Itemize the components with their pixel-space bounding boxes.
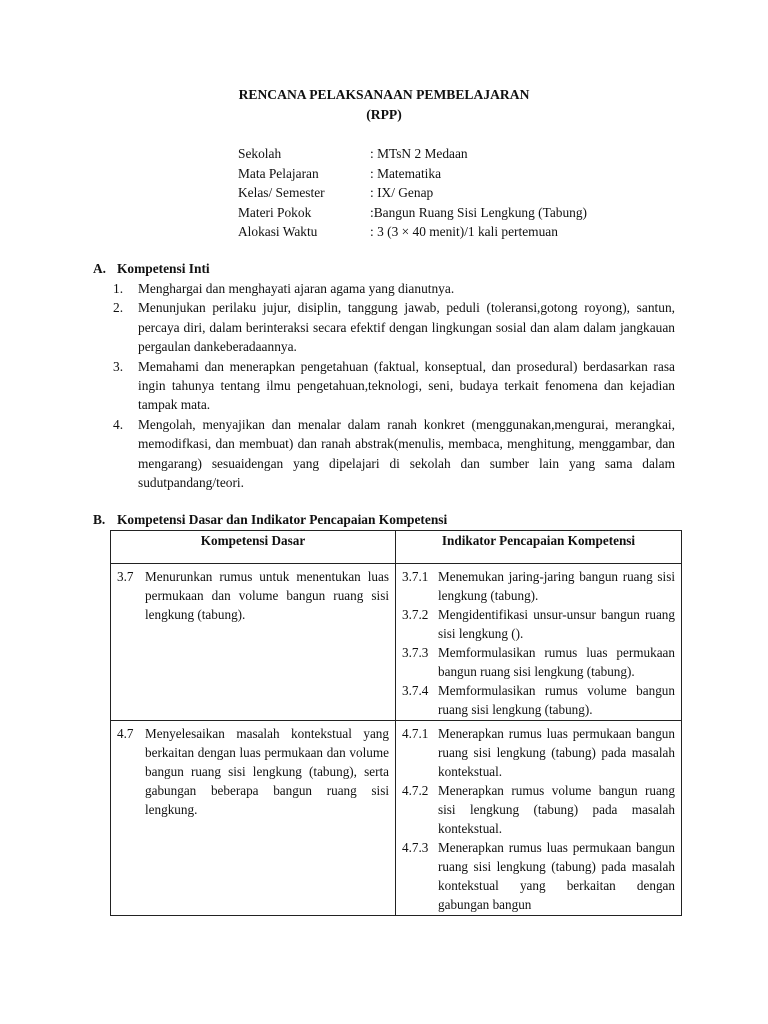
list-item [113,415,675,493]
info-label: Sekolah [238,146,282,161]
list-item [113,298,675,356]
column-header: Indikator Pencapaian Kompetensi [396,531,682,564]
table-row [111,721,682,916]
indicator-item [402,838,675,914]
indicator-text: Menerapkan rumus luas permukaan bangun ruang sisi lengkung (tabung) pada masalah kontekstual. [438,726,675,779]
indicator-code: 3.7.1 [402,569,429,584]
kd-item [117,724,389,819]
kompetensi-inti-list [113,279,675,492]
indicator-code: 4.7.3 [402,840,429,855]
info-value: : MTsN 2 Medaan [370,146,468,161]
indicator-cell [396,564,682,721]
indicator-text: Mengidentifikasi unsur-unsur bangun ruang sisi lengkung (). [438,607,675,641]
table-header-row [111,531,682,564]
kd-code: 3.7 [117,569,134,584]
info-value: :Bangun Ruang Sisi Lengkung (Tabung) [370,204,588,220]
list-number: 2. [113,300,124,316]
section-b-heading [93,512,447,528]
list-text: Memahami dan menerapkan pengetahuan (faktual, konseptual, dan prosedural) berdasarkan rasa ingin tahunya tentang ilmu pengetahuan,teknologi, seni, budaya terkait fenomena dan kejadian tampak mata. [138,358,675,413]
table-row [111,564,682,721]
indicator-item [402,605,675,643]
indicator-code: 3.7.4 [402,683,429,698]
list-number: 3. [113,358,124,374]
indicator-code: 4.7.1 [402,726,429,741]
indicator-code: 3.7.3 [402,645,429,660]
section-letter: B. [93,512,106,527]
competency-table [110,530,682,916]
info-value: : IX/ Genap [370,185,434,201]
indicator-text: Menerapkan rumus luas permukaan bangun ruang sisi lengkung (tabung) pada masalah kontekstual yang berkaitan dengan gabungan bangun [438,840,675,912]
column-header: Kompetensi Dasar [111,531,396,564]
list-text: Menghargai dan menghayati ajaran agama yang dianutnya. [138,281,455,296]
section-title: Kompetensi Inti [117,261,210,276]
info-row [238,144,587,164]
indicator-code: 3.7.2 [402,607,429,622]
kd-cell [111,721,396,916]
indicator-item [402,567,675,605]
indicator-item [402,643,675,681]
info-row [238,203,587,223]
document-title: RENCANA PELAKSANAAN PEMBELAJARAN [238,87,530,102]
list-item [113,357,675,415]
info-label: Alokasi Waktu [238,224,318,240]
indicator-code: 4.7.2 [402,783,429,798]
list-item [113,279,675,298]
indicator-item [402,781,675,838]
section-letter: A. [93,261,107,276]
indicator-text: Memformulasikan rumus volume bangun ruang sisi lengkung (tabung). [438,683,675,717]
indicator-item [402,681,675,719]
indicator-text: Memformulasikan rumus luas permukaan bangun ruang sisi lengkung (tabung). [438,645,675,679]
kd-text: Menyelesaikan masalah kontekstual yang berkaitan dengan luas permukaan dan volume bangun ruang sisi lengkung (tabung), serta gabungan beberapa bangun ruang sisi lengkung. [145,726,389,817]
info-row [238,222,587,242]
indicator-text: Menerapkan rumus volume bangun ruang sisi lengkung (tabung) pada masalah kontekstual. [438,783,675,836]
kd-text: Menurunkan rumus untuk menentukan luas permukaan dan volume bangun ruang sisi lengkung (tabung). [145,569,389,622]
list-text: Menunjukan perilaku jujur, disiplin, tanggung jawab, peduli (toleransi,gotong royong), santun, percaya diri, dalam berinteraksi secara efektif dengan lingkungan sosial dan alam dalam jangkauan pergaulan dankeberadaannya. [138,300,675,355]
section-a-heading [93,261,210,277]
kd-code: 4.7 [117,726,134,741]
info-row [238,183,587,203]
indicator-cell [396,721,682,916]
info-label: Mata Pelajaran [238,165,319,181]
info-value: : 3 (3 × 40 menit)/1 kali pertemuan [370,224,558,240]
info-label: Kelas/ Semester [238,185,325,201]
kd-cell [111,564,396,721]
info-row [238,164,587,184]
list-text: Mengolah, menyajikan dan menalar dalam ranah konkret (menggunakan,mengurai, merangkai, memodifkasi, dan membuat) dan ranah abstrak(menulis, membaca, menghitung, menggambar, dan mengarang) sesuaidengan yang dipelajari di sekolah dan sumber lain yang sama dalam sudutpandang/teori. [138,416,675,491]
kd-item [117,567,389,624]
info-label: Materi Pokok [238,204,312,220]
list-number: 1. [113,281,124,296]
info-value: : Matematika [370,165,442,181]
section-title: Kompetensi Dasar dan Indikator Pencapaian Kompetensi [117,512,448,527]
document-subtitle: (RPP) [366,107,402,122]
indicator-item [402,724,675,781]
indicator-text: Menemukan jaring-jaring bangun ruang sisi lengkung (tabung). [438,569,675,603]
list-number: 4. [113,416,124,432]
identity-block [238,144,587,242]
